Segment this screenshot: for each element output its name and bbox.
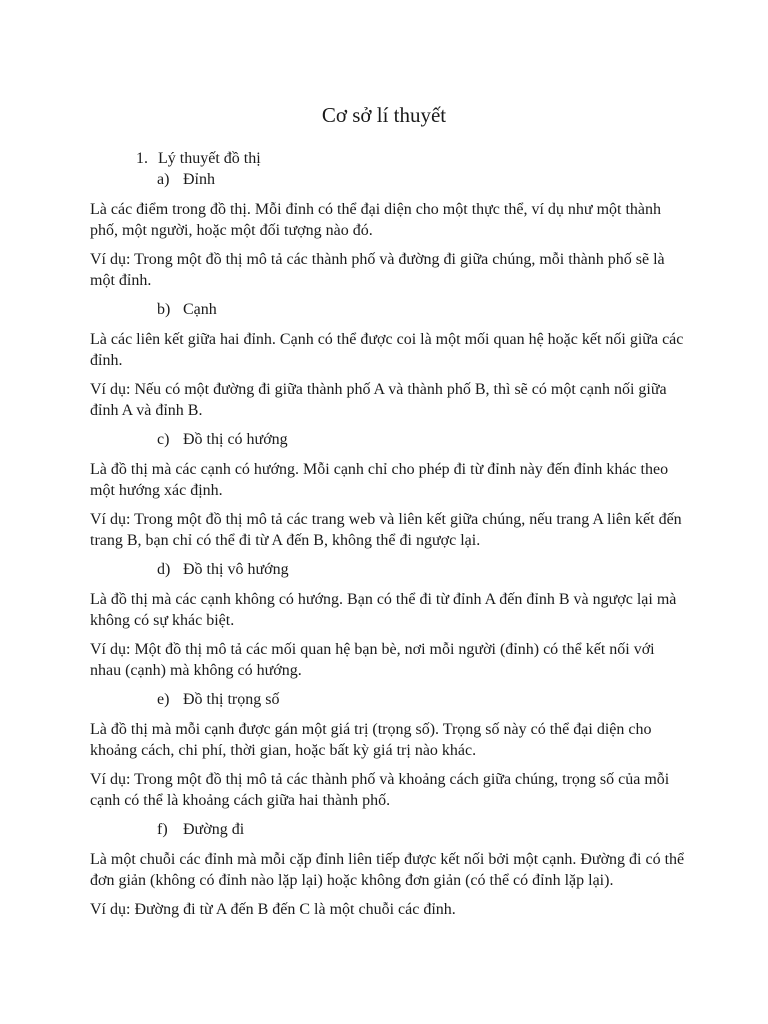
subsection-letter: f) [157,821,168,838]
example-paragraph: Ví dụ: Đường đi từ A đến B đến C là một chuỗi các đỉnh. [90,901,456,918]
example-paragraph: Ví dụ: Trong một đồ thị mô tả các thành phố và khoảng cách giữa chúng, trọng số của mỗi cạnh có thể là khoảng cách giữa hai thành phố. [90,771,670,809]
definition-paragraph: Là một chuỗi các đỉnh mà mỗi cặp đỉnh liên tiếp được kết nối bởi một cạnh. Đường đi có thể đơn giản (không có đỉnh nào lặp lại) hoặc không đơn giản (có thể có đỉnh lặp lại). [90,851,685,889]
definition-paragraph: Là các liên kết giữa hai đỉnh. Cạnh có thể được coi là một mối quan hệ hoặc kết nối giữa các đỉnh. [90,331,684,369]
section-heading [136,148,686,169]
subsection-heading-text: Đường đi [183,821,245,838]
subsection-heading-c [157,429,686,450]
definition-paragraph: Là đồ thị mà mỗi cạnh được gán một giá trị (trọng số). Trọng số này có thể đại diện cho khoảng cách, chi phí, thời gian, hoặc bất kỳ giá trị nào khác. [90,721,652,759]
subsection-heading-text: Đỉnh [183,171,215,188]
example-paragraph: Ví dụ: Nếu có một đường đi giữa thành phố A và thành phố B, thì sẽ có một cạnh nối giữa đỉnh A và đỉnh B. [90,381,667,419]
subsection-heading-text: Đồ thị trọng số [183,691,280,708]
example-paragraph: Ví dụ: Trong một đồ thị mô tả các trang web và liên kết giữa chúng, nếu trang A liên kết đến trang B, bạn chỉ có thể đi từ A đến B, không thể đi ngược lại. [90,511,682,549]
example-paragraph: Ví dụ: Một đồ thị mô tả các mối quan hệ bạn bè, nơi mỗi người (đỉnh) có thể kết nối với nhau (cạnh) mà không có hướng. [90,641,655,679]
subsection-letter: e) [157,691,170,708]
subsection-heading-text: Cạnh [183,301,217,318]
subsection-heading-f [157,819,686,840]
page-title: Cơ sở lí thuyết [321,103,447,127]
definition-paragraph: Là đồ thị mà các cạnh có hướng. Mỗi cạnh chỉ cho phép đi từ đỉnh này đến đỉnh khác theo một hướng xác định. [90,461,669,499]
subsection-heading-e [157,689,686,710]
subsection-heading-b [157,299,686,320]
subsection-letter: d) [157,561,171,578]
definition-paragraph: Là đồ thị mà các cạnh không có hướng. Bạn có thể đi từ đỉnh A đến đỉnh B và ngược lại mà không có sự khác biệt. [90,591,677,629]
subsection-heading-d [157,559,686,580]
document-body [90,148,686,928]
subsection-letter: a) [157,171,170,188]
definition-paragraph: Là các điểm trong đồ thị. Mỗi đỉnh có thể đại diện cho một thực thể, ví dụ như một thành phố, một người, hoặc một đối tượng nào đó. [90,201,662,239]
subsection-heading-text: Đồ thị có hướng [183,431,288,448]
section-heading-text: Lý thuyết đồ thị [158,150,261,167]
subsection-heading-a [157,169,686,190]
example-paragraph: Ví dụ: Trong một đồ thị mô tả các thành phố và đường đi giữa chúng, mỗi thành phố sẽ là một đỉnh. [90,251,665,289]
subsection-letter: b) [157,301,171,318]
subsection-letter: c) [157,431,170,448]
section-number: 1. [136,150,148,167]
subsection-heading-text: Đồ thị vô hướng [183,561,289,578]
